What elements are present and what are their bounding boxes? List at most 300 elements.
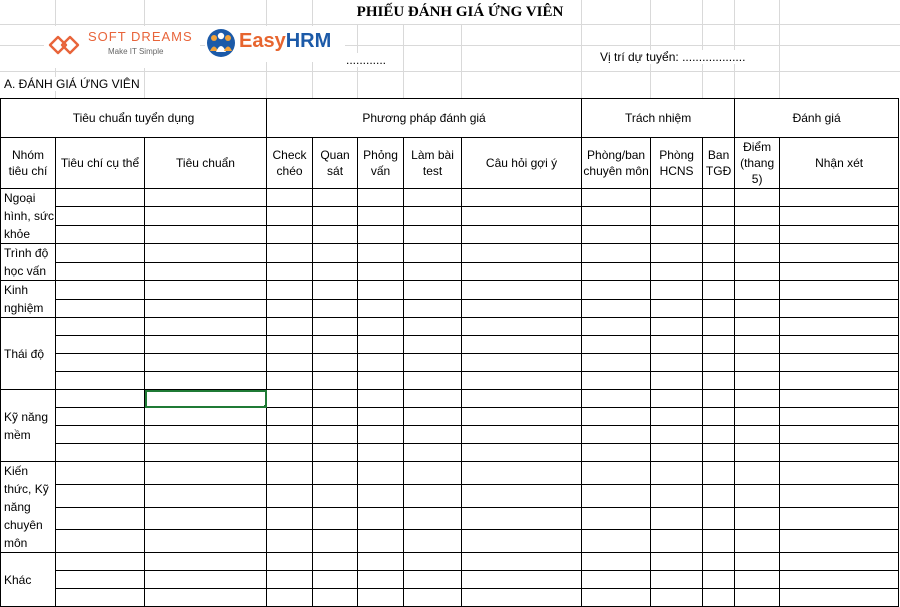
table-cell[interactable]: [651, 484, 703, 507]
table-cell[interactable]: [56, 372, 145, 390]
table-cell[interactable]: [780, 426, 899, 444]
table-cell[interactable]: [358, 507, 404, 530]
table-cell[interactable]: [735, 571, 780, 589]
table-cell[interactable]: [651, 299, 703, 318]
column-header-cell[interactable]: Phòng HCNS: [651, 138, 703, 189]
table-cell[interactable]: [56, 426, 145, 444]
table-cell[interactable]: [313, 336, 358, 354]
column-header-cell[interactable]: Phỏng vấn: [358, 138, 404, 189]
table-cell[interactable]: [735, 336, 780, 354]
table-cell[interactable]: [358, 281, 404, 300]
table-cell[interactable]: [462, 444, 582, 462]
table-cell[interactable]: [582, 571, 651, 589]
table-cell[interactable]: [651, 589, 703, 607]
table-cell[interactable]: [404, 530, 462, 553]
group-label-cell[interactable]: Kinh nghiệm: [1, 281, 56, 318]
table-cell[interactable]: [462, 484, 582, 507]
table-cell[interactable]: [145, 484, 267, 507]
table-cell[interactable]: [267, 444, 313, 462]
table-cell[interactable]: [267, 553, 313, 571]
table-cell[interactable]: [358, 408, 404, 426]
table-cell[interactable]: [313, 189, 358, 207]
table-row: [1, 281, 899, 300]
table-cell[interactable]: [703, 244, 735, 263]
table-cell[interactable]: [462, 507, 582, 530]
table-cell[interactable]: [404, 318, 462, 336]
group-label-cell[interactable]: Khác: [1, 553, 56, 607]
table-cell[interactable]: [56, 507, 145, 530]
group-header-cell[interactable]: Phương pháp đánh giá: [267, 99, 582, 138]
table-cell[interactable]: [358, 225, 404, 243]
table-cell[interactable]: [56, 462, 145, 485]
table-cell[interactable]: [582, 225, 651, 243]
table-cell[interactable]: [735, 530, 780, 553]
table-cell[interactable]: [404, 244, 462, 263]
table-cell[interactable]: [267, 354, 313, 372]
table-cell[interactable]: [313, 372, 358, 390]
group-header-cell[interactable]: Tiêu chuẩn tuyển dụng: [1, 99, 267, 138]
table-cell[interactable]: [404, 354, 462, 372]
table-cell[interactable]: [462, 262, 582, 281]
table-cell[interactable]: [358, 189, 404, 207]
table-cell[interactable]: [780, 336, 899, 354]
table-cell[interactable]: [267, 318, 313, 336]
table-cell[interactable]: [313, 207, 358, 225]
table-cell[interactable]: [651, 408, 703, 426]
section-a-heading: A. ĐÁNH GIÁ ỨNG VIÊN: [4, 77, 140, 91]
table-cell[interactable]: [703, 372, 735, 390]
table-cell[interactable]: [703, 484, 735, 507]
table-cell[interactable]: [358, 372, 404, 390]
table-cell[interactable]: [582, 281, 651, 300]
column-header-cell[interactable]: Tiêu chí cụ thể: [56, 138, 145, 189]
column-header-cell[interactable]: Quan sát: [313, 138, 358, 189]
group-header-cell[interactable]: Đánh giá: [735, 99, 899, 138]
table-cell[interactable]: [735, 262, 780, 281]
table-cell[interactable]: [145, 530, 267, 553]
table-cell[interactable]: [56, 530, 145, 553]
table-cell[interactable]: [651, 444, 703, 462]
table-cell[interactable]: [313, 462, 358, 485]
table-cell[interactable]: [735, 589, 780, 607]
table-cell[interactable]: [780, 571, 899, 589]
table-cell[interactable]: [703, 462, 735, 485]
table-cell[interactable]: [145, 462, 267, 485]
table-cell[interactable]: [582, 484, 651, 507]
column-header-cell[interactable]: Điểm (thang 5): [735, 138, 780, 189]
table-cell[interactable]: [313, 244, 358, 263]
table-cell[interactable]: [780, 589, 899, 607]
table-cell[interactable]: [56, 444, 145, 462]
table-cell[interactable]: [735, 484, 780, 507]
table-cell[interactable]: [56, 571, 145, 589]
table-cell[interactable]: [404, 390, 462, 408]
table-cell[interactable]: [404, 553, 462, 571]
table-cell[interactable]: [145, 426, 267, 444]
table-cell[interactable]: [313, 484, 358, 507]
table-cell[interactable]: [780, 390, 899, 408]
table-cell[interactable]: [735, 444, 780, 462]
table-cell[interactable]: [145, 571, 267, 589]
table-cell[interactable]: [780, 507, 899, 530]
table-cell[interactable]: [267, 530, 313, 553]
table-cell[interactable]: [145, 189, 267, 207]
table-cell[interactable]: [651, 372, 703, 390]
table-cell[interactable]: [651, 426, 703, 444]
table-cell[interactable]: [145, 372, 267, 390]
table-cell[interactable]: [56, 207, 145, 225]
table-cell[interactable]: [582, 207, 651, 225]
table-cell[interactable]: [651, 318, 703, 336]
table-cell[interactable]: [56, 589, 145, 607]
table-cell[interactable]: [582, 390, 651, 408]
table-cell[interactable]: [313, 281, 358, 300]
table-cell[interactable]: [313, 408, 358, 426]
table-row: [1, 262, 899, 281]
table-cell[interactable]: [462, 281, 582, 300]
table-cell[interactable]: [780, 281, 899, 300]
table-cell[interactable]: [703, 225, 735, 243]
table-cell[interactable]: [703, 589, 735, 607]
table-cell[interactable]: [358, 530, 404, 553]
table-cell[interactable]: [404, 589, 462, 607]
column-header-cell[interactable]: Làm bài test: [404, 138, 462, 189]
table-cell[interactable]: [267, 207, 313, 225]
table-row: [1, 444, 899, 462]
table-cell[interactable]: [735, 318, 780, 336]
table-cell[interactable]: [703, 318, 735, 336]
table-cell[interactable]: [313, 426, 358, 444]
table-cell[interactable]: [703, 354, 735, 372]
table-cell[interactable]: [651, 336, 703, 354]
table-cell[interactable]: [358, 553, 404, 571]
table-cell[interactable]: [404, 189, 462, 207]
table-cell[interactable]: [145, 207, 267, 225]
group-label-cell[interactable]: Kiến thức, Kỹ năng chuyên môn: [1, 462, 56, 553]
table-cell[interactable]: [735, 408, 780, 426]
table-cell[interactable]: [703, 207, 735, 225]
column-header-cell[interactable]: Check chéo: [267, 138, 313, 189]
column-header-cell[interactable]: Ban TGĐ: [703, 138, 735, 189]
group-label-cell[interactable]: Kỹ năng mềm: [1, 390, 56, 462]
table-cell[interactable]: [582, 372, 651, 390]
table-cell[interactable]: [56, 299, 145, 318]
column-header-cell[interactable]: Nhóm tiêu chí: [1, 138, 56, 189]
table-cell[interactable]: [358, 571, 404, 589]
table-cell[interactable]: [735, 244, 780, 263]
table-cell[interactable]: [267, 507, 313, 530]
table-cell[interactable]: [651, 207, 703, 225]
table-cell[interactable]: [735, 189, 780, 207]
table-cell[interactable]: [780, 372, 899, 390]
table-cell[interactable]: [462, 390, 582, 408]
table-cell[interactable]: [582, 553, 651, 571]
table-cell[interactable]: [56, 354, 145, 372]
table-cell[interactable]: [145, 336, 267, 354]
table-cell[interactable]: [582, 444, 651, 462]
table-cell[interactable]: [313, 507, 358, 530]
group-header-cell[interactable]: Trách nhiệm: [582, 99, 735, 138]
table-cell[interactable]: [404, 207, 462, 225]
table-cell[interactable]: [651, 244, 703, 263]
table-cell[interactable]: [462, 318, 582, 336]
table-cell[interactable]: [462, 207, 582, 225]
table-cell[interactable]: [358, 318, 404, 336]
table-cell[interactable]: [358, 336, 404, 354]
table-cell[interactable]: [582, 354, 651, 372]
table-cell[interactable]: [145, 299, 267, 318]
table-cell[interactable]: [703, 426, 735, 444]
table-cell[interactable]: [703, 281, 735, 300]
group-label-cell[interactable]: Thái độ: [1, 318, 56, 390]
table-cell[interactable]: [145, 262, 267, 281]
table-row: [1, 390, 899, 408]
table-cell[interactable]: [780, 354, 899, 372]
table-cell[interactable]: [651, 225, 703, 243]
table-cell[interactable]: [582, 426, 651, 444]
table-cell[interactable]: [56, 318, 145, 336]
table-cell[interactable]: [780, 207, 899, 225]
table-cell[interactable]: [582, 189, 651, 207]
table-cell[interactable]: [267, 408, 313, 426]
table-cell[interactable]: [582, 530, 651, 553]
table-cell[interactable]: [462, 225, 582, 243]
table-cell[interactable]: [404, 372, 462, 390]
table-cell[interactable]: [780, 225, 899, 243]
table-cell[interactable]: [313, 530, 358, 553]
table-cell[interactable]: [358, 262, 404, 281]
table-cell[interactable]: [462, 589, 582, 607]
table-cell[interactable]: [651, 262, 703, 281]
table-cell[interactable]: [358, 589, 404, 607]
table-cell[interactable]: [267, 426, 313, 444]
table-cell[interactable]: [145, 318, 267, 336]
table-cell[interactable]: [358, 390, 404, 408]
table-cell[interactable]: [145, 553, 267, 571]
table-cell[interactable]: [462, 571, 582, 589]
table-cell[interactable]: [703, 189, 735, 207]
table-cell[interactable]: [462, 299, 582, 318]
table-cell[interactable]: [267, 484, 313, 507]
table-cell[interactable]: [56, 189, 145, 207]
table-cell[interactable]: [703, 444, 735, 462]
table-cell[interactable]: [651, 354, 703, 372]
table-cell[interactable]: [703, 262, 735, 281]
table-cell[interactable]: [358, 299, 404, 318]
table-cell[interactable]: [651, 281, 703, 300]
table-cell[interactable]: [582, 318, 651, 336]
table-cell[interactable]: [582, 462, 651, 485]
table-cell[interactable]: [267, 571, 313, 589]
table-cell[interactable]: [462, 426, 582, 444]
table-cell[interactable]: [582, 589, 651, 607]
table-cell[interactable]: [56, 336, 145, 354]
table-cell[interactable]: [313, 553, 358, 571]
table-cell[interactable]: [267, 244, 313, 263]
table-cell[interactable]: [145, 281, 267, 300]
group-label-cell[interactable]: Trình độ học vấn: [1, 244, 56, 281]
table-cell[interactable]: [145, 507, 267, 530]
table-row: [1, 553, 899, 571]
table-cell[interactable]: [267, 189, 313, 207]
table-cell[interactable]: [404, 484, 462, 507]
table-cell[interactable]: [735, 462, 780, 485]
table-cell[interactable]: [313, 225, 358, 243]
table-cell[interactable]: [267, 390, 313, 408]
group-header-row: [1, 99, 899, 138]
table-cell[interactable]: [582, 244, 651, 263]
table-cell[interactable]: [267, 589, 313, 607]
table-cell[interactable]: [462, 189, 582, 207]
table-row: [1, 408, 899, 426]
column-header-cell[interactable]: Câu hỏi gợi ý: [462, 138, 582, 189]
table-cell[interactable]: [780, 484, 899, 507]
table-cell[interactable]: [404, 426, 462, 444]
table-cell[interactable]: [145, 354, 267, 372]
table-cell[interactable]: [780, 318, 899, 336]
table-cell[interactable]: [582, 336, 651, 354]
table-cell[interactable]: [313, 354, 358, 372]
table-cell[interactable]: [267, 299, 313, 318]
table-cell[interactable]: [735, 507, 780, 530]
table-cell[interactable]: [703, 408, 735, 426]
table-cell[interactable]: [462, 408, 582, 426]
table-cell[interactable]: [313, 571, 358, 589]
table-cell[interactable]: [145, 589, 267, 607]
table-cell[interactable]: [462, 244, 582, 263]
table-cell[interactable]: [735, 207, 780, 225]
table-cell[interactable]: [404, 571, 462, 589]
table-cell[interactable]: [267, 372, 313, 390]
table-cell[interactable]: [267, 336, 313, 354]
table-cell[interactable]: [735, 354, 780, 372]
table-row: [1, 530, 899, 553]
table-cell[interactable]: [703, 553, 735, 571]
table-cell[interactable]: [358, 444, 404, 462]
table-cell[interactable]: [56, 408, 145, 426]
table-cell[interactable]: [780, 189, 899, 207]
table-cell[interactable]: [404, 225, 462, 243]
table-cell[interactable]: [313, 589, 358, 607]
table-cell[interactable]: [313, 390, 358, 408]
table-cell[interactable]: [703, 571, 735, 589]
table-cell[interactable]: [780, 553, 899, 571]
table-cell[interactable]: [780, 408, 899, 426]
table-cell[interactable]: [56, 553, 145, 571]
table-cell[interactable]: [780, 462, 899, 485]
table-cell[interactable]: [56, 225, 145, 243]
table-cell[interactable]: [582, 262, 651, 281]
table-cell[interactable]: [404, 281, 462, 300]
table-cell[interactable]: [651, 530, 703, 553]
table-cell[interactable]: [404, 299, 462, 318]
table-cell[interactable]: [780, 244, 899, 263]
table-cell[interactable]: [358, 207, 404, 225]
position-field[interactable]: Vị trí dự tuyển: ...................: [600, 50, 746, 64]
selected-cell[interactable]: [145, 390, 267, 408]
table-cell[interactable]: [56, 244, 145, 263]
table-cell[interactable]: [780, 444, 899, 462]
table-cell[interactable]: [735, 281, 780, 300]
table-cell[interactable]: [145, 244, 267, 263]
table-cell[interactable]: [404, 336, 462, 354]
table-cell[interactable]: [651, 571, 703, 589]
table-cell[interactable]: [145, 444, 267, 462]
table-cell[interactable]: [358, 426, 404, 444]
table-cell[interactable]: [651, 462, 703, 485]
table-cell[interactable]: [267, 262, 313, 281]
table-cell[interactable]: [780, 262, 899, 281]
table-cell[interactable]: [703, 336, 735, 354]
dotted-field[interactable]: ............: [346, 53, 387, 67]
table-cell[interactable]: [462, 462, 582, 485]
table-cell[interactable]: [703, 390, 735, 408]
table-cell[interactable]: [735, 372, 780, 390]
table-cell[interactable]: [735, 299, 780, 318]
table-cell[interactable]: [735, 553, 780, 571]
table-cell[interactable]: [358, 462, 404, 485]
table-cell[interactable]: [703, 530, 735, 553]
table-cell[interactable]: [651, 390, 703, 408]
table-cell[interactable]: [582, 408, 651, 426]
table-cell[interactable]: [267, 225, 313, 243]
table-cell[interactable]: [145, 225, 267, 243]
table-cell[interactable]: [313, 444, 358, 462]
column-header-cell[interactable]: Nhận xét: [780, 138, 899, 189]
table-cell[interactable]: [404, 262, 462, 281]
column-header-cell[interactable]: Phòng/ban chuyên môn: [582, 138, 651, 189]
table-cell[interactable]: [582, 299, 651, 318]
table-cell[interactable]: [358, 354, 404, 372]
table-cell[interactable]: [313, 262, 358, 281]
table-cell[interactable]: [735, 390, 780, 408]
table-cell[interactable]: [404, 507, 462, 530]
table-cell[interactable]: [462, 372, 582, 390]
table-cell[interactable]: [267, 462, 313, 485]
table-cell[interactable]: [313, 318, 358, 336]
table-cell[interactable]: [703, 299, 735, 318]
group-label-cell[interactable]: Ngoại hình, sức khỏe: [1, 189, 56, 244]
table-cell[interactable]: [56, 484, 145, 507]
table-cell[interactable]: [56, 262, 145, 281]
table-cell[interactable]: [780, 299, 899, 318]
table-cell[interactable]: [651, 553, 703, 571]
table-cell[interactable]: [462, 336, 582, 354]
table-cell[interactable]: [462, 354, 582, 372]
table-cell[interactable]: [780, 530, 899, 553]
column-header-cell[interactable]: Tiêu chuẩn: [145, 138, 267, 189]
table-row: [1, 207, 899, 225]
table-cell[interactable]: [462, 530, 582, 553]
table-cell[interactable]: [735, 426, 780, 444]
table-cell[interactable]: [145, 408, 267, 426]
table-cell[interactable]: [56, 281, 145, 300]
table-cell[interactable]: [404, 444, 462, 462]
table-cell[interactable]: [267, 281, 313, 300]
table-cell[interactable]: [651, 189, 703, 207]
table-cell[interactable]: [582, 507, 651, 530]
table-cell[interactable]: [462, 553, 582, 571]
table-cell[interactable]: [404, 408, 462, 426]
table-cell[interactable]: [358, 484, 404, 507]
table-cell[interactable]: [703, 507, 735, 530]
table-cell[interactable]: [313, 299, 358, 318]
table-cell[interactable]: [651, 507, 703, 530]
table-cell[interactable]: [56, 390, 145, 408]
table-cell[interactable]: [735, 225, 780, 243]
table-cell[interactable]: [404, 462, 462, 485]
table-cell[interactable]: [358, 244, 404, 263]
